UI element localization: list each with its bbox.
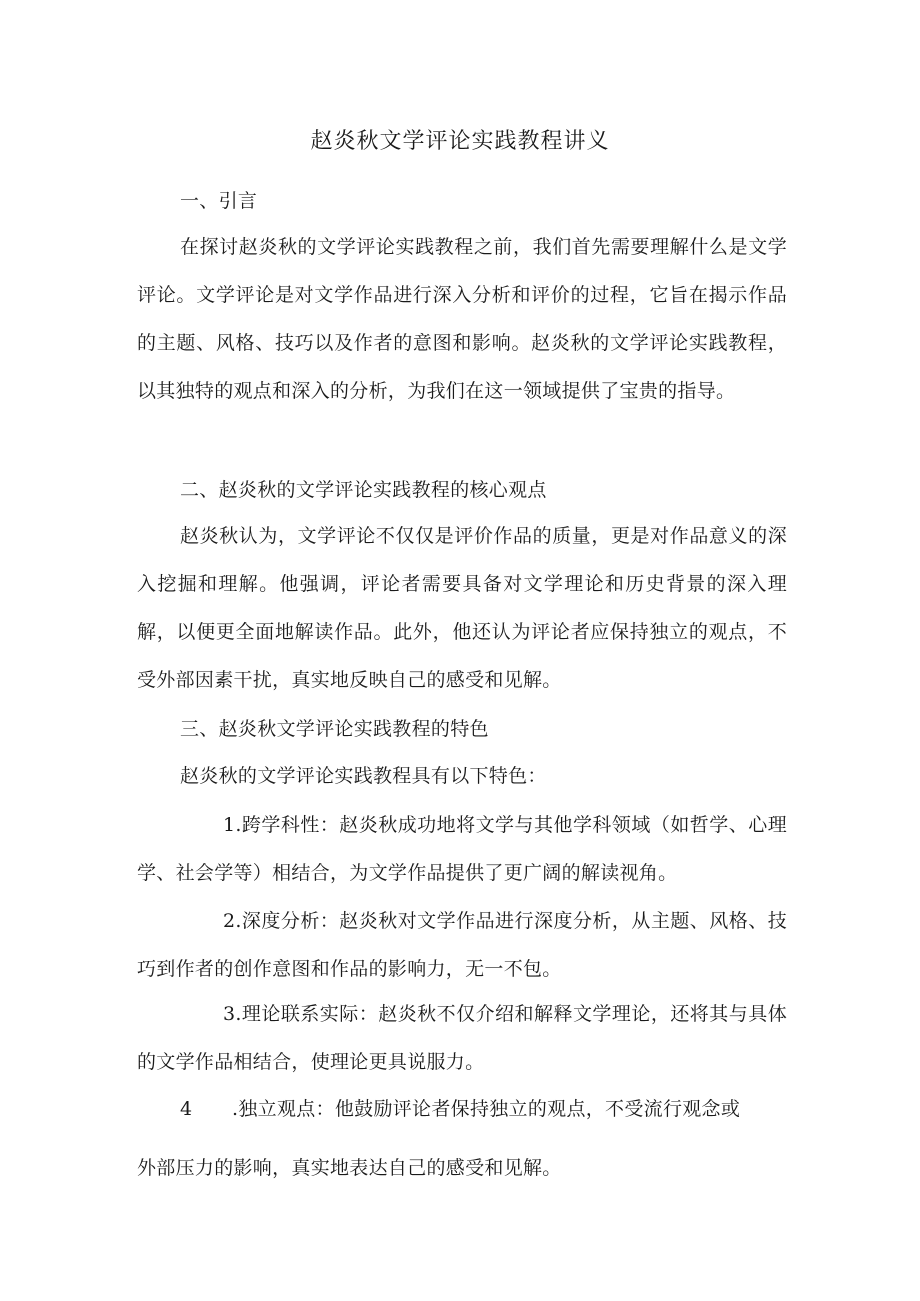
list-item-4-text-line1: .独立观点：他鼓励评论者保持独立的观点，不受流行观念或: [232, 1098, 741, 1120]
list-item-1-text: .跨学科性：赵炎秋成功地将文学与其他学科领域（如哲学、心理学、社会学等）相结合，为文学作品提供了更广阔的解读视角。: [137, 814, 787, 884]
section2-heading: 二、赵炎秋的文学评论实践教程的核心观点: [180, 479, 547, 501]
list-item-4-text-line2: 外部压力的影响，真实地表达自己的感受和见解。: [137, 1157, 562, 1179]
document-title: 赵炎秋文学评论实践教程讲义: [310, 129, 610, 154]
section3-heading: 三、赵炎秋文学评论实践教程的特色: [180, 718, 489, 740]
list-item-2-number: 2: [223, 910, 236, 932]
list-item-1: [137, 801, 787, 897]
list-item-3-number: 3: [223, 1003, 236, 1025]
list-item-4-number: 4: [180, 1098, 193, 1120]
section2-paragraph: 赵炎秋认为，文学评论不仅仅是评价作品的质量，更是对作品意义的深入挖掘和理解。他强调，评论者需要具备对文学理论和历史背景的深入理解，以便更全面地解读作品。此外，他还认为评论者应保持独立的观点，不受外部因素干扰，真实地反映自己的感受和见解。: [137, 525, 787, 691]
list-item-2: [137, 897, 787, 993]
section1-paragraph: 在探讨赵炎秋的文学评论实践教程之前，我们首先需要理解什么是文学评论。文学评论是对文学作品进行深入分析和评价的过程，它旨在揭示作品的主题、风格、技巧以及作者的意图和影响。赵炎秋的文学评论实践教程，以其独特的观点和深入的分析，为我们在这一领域提供了宝贵的指导。: [137, 236, 787, 402]
list-item-4: [180, 1085, 740, 1133]
section3-intro: 赵炎秋的文学评论实践教程具有以下特色：: [180, 765, 547, 787]
list-item-3-text: .理论联系实际：赵炎秋不仅介绍和解释文学理论，还将其与具体的文学作品相结合，使理论更具说服力。: [137, 1003, 787, 1073]
list-item-2-text: .深度分析：赵炎秋对文学作品进行深度分析，从主题、风格、技巧到作者的创作意图和作品的影响力，无一不包。: [137, 910, 787, 980]
section1-heading: 一、引言: [180, 190, 258, 212]
list-item-3: [137, 990, 787, 1086]
list-item-1-number: 1: [223, 814, 236, 836]
